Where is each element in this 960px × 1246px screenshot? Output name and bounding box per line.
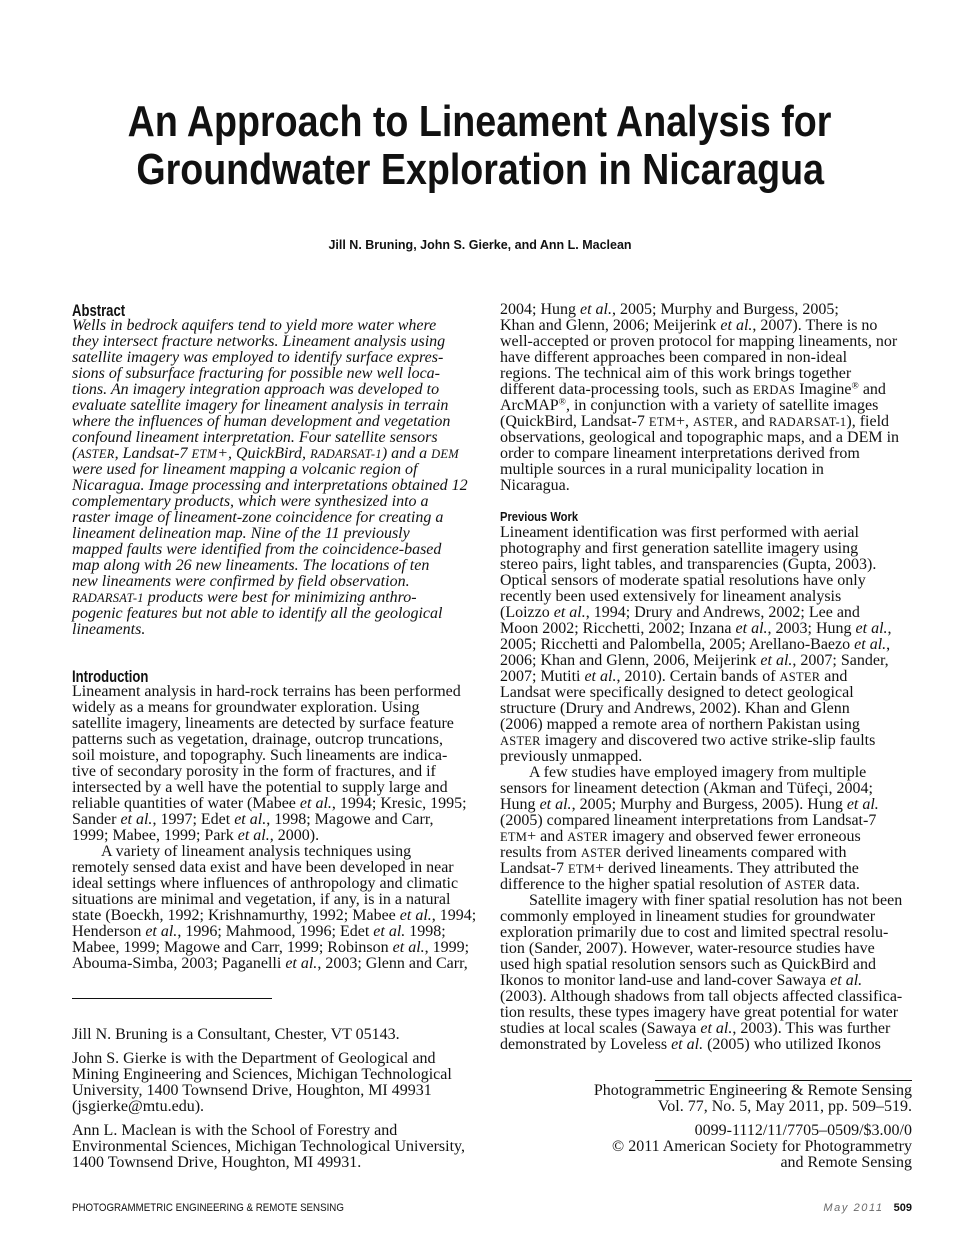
text-line: commonly employed in lineament studies for groundwater xyxy=(500,908,876,925)
text-segment: , 2007). There is no xyxy=(752,317,878,334)
text-line xyxy=(500,621,912,637)
text-line xyxy=(500,877,912,893)
text-line: Satellite imagery with finer spatial resolution has not been xyxy=(529,892,903,909)
text-line: (2003). Although shadows from tall objects affected classifica- xyxy=(500,988,903,1005)
text-segment: demonstrated by Loveless xyxy=(500,1036,672,1053)
text-segment: (Loizzo xyxy=(500,604,554,621)
text-segment: and xyxy=(820,668,848,685)
text-segment: 2007; Mutiti xyxy=(500,668,585,685)
text-segment: ) and a xyxy=(381,445,432,462)
text-line: lineaments. xyxy=(72,621,146,638)
italic-text: et al. xyxy=(553,604,586,621)
text-segment: , 1994; xyxy=(431,907,477,924)
text-line: A few studies have employed imagery from multiple xyxy=(529,764,867,781)
italic-text: et al. xyxy=(846,796,879,813)
small-caps-text: ETM xyxy=(648,415,676,429)
text-line: regions. The technical aim of this work brings together xyxy=(500,365,852,382)
paragraph xyxy=(500,525,912,765)
text-segment: , 2003; Hung xyxy=(767,620,856,637)
small-caps-text: ASTER xyxy=(784,878,826,892)
volume-issue-pages: Vol. 77, No. 5, May 2011, pp. 509–519. xyxy=(657,1098,912,1115)
previous-work-body xyxy=(500,525,912,1053)
paragraph xyxy=(500,893,912,1053)
italic-text: et al. xyxy=(373,923,406,940)
text-line xyxy=(500,861,912,877)
small-caps-text: ETM xyxy=(191,447,218,461)
small-caps-text: ASTER xyxy=(77,447,115,461)
text-line: Lineament analysis in hard-rock terrains has been performed xyxy=(72,683,461,700)
text-segment: (QuickBird, Landsat-7 xyxy=(500,413,649,430)
footer-issue-page xyxy=(600,1201,912,1215)
text-line: Nicaragua. Image processing and interpretations obtained 12 xyxy=(72,477,468,494)
text-line xyxy=(500,973,912,989)
text-segment: Abouma-Simba, 2003; Paganelli xyxy=(72,955,286,972)
text-line: confound lineament interpretation. Four satellite sensors xyxy=(72,429,438,446)
text-segment: different data-processing tools, such as xyxy=(500,381,753,398)
text-segment: , Landsat-7 xyxy=(114,445,192,462)
text-line: situations are minimal and vegetation, if any, is in a natural xyxy=(72,891,451,908)
text-segment: , xyxy=(886,636,891,653)
text-segment: Imagine xyxy=(795,381,852,398)
italic-text: et al. xyxy=(285,955,318,972)
text-line: pogenic features but not able to identify all the geological xyxy=(72,605,443,622)
text-segment: + and xyxy=(527,828,568,845)
text-line: sions of subsurface fracturing for possible new well loca- xyxy=(72,365,440,382)
text-line xyxy=(500,637,912,653)
text-line: Lineament identification was first performed with aerial xyxy=(500,524,859,541)
text-segment: derived lineaments compared with xyxy=(621,844,847,861)
small-caps-text: DEM xyxy=(431,447,459,461)
text-segment: 2006; Khan and Glenn, 2006, Meijerink xyxy=(500,652,761,669)
article-title-line: An Approach to Lineament Analysis for xyxy=(128,97,832,146)
small-caps-text: RADARSAT-1 xyxy=(768,415,847,429)
text-segment: , and xyxy=(733,413,769,430)
text-line: tive of secondary porosity in the form of fractures, and if xyxy=(72,763,436,780)
text-line: were used for lineament mapping a volcanic region of xyxy=(72,461,418,478)
text-line xyxy=(72,828,484,844)
text-line xyxy=(500,653,912,669)
citation-block xyxy=(500,1083,912,1115)
text-segment: studies at local scales (Sawaya xyxy=(500,1020,701,1037)
text-segment: products were best for minimizing anthro- xyxy=(143,589,417,606)
article-title-line: Groundwater Exploration in Nicaragua xyxy=(136,145,824,194)
text-segment: ( xyxy=(72,445,78,462)
text-line: where the influences of human development and vegetation xyxy=(72,413,451,430)
text-segment: , 1998; Magowe and Carr, xyxy=(266,811,434,828)
text-line: well-accepted or proven protocol for mapping lineaments, nor xyxy=(500,333,898,350)
text-line: (2005) compared lineament interpretations from Landsat-7 xyxy=(500,812,877,829)
italic-text: et al. xyxy=(735,620,768,637)
paragraph xyxy=(72,684,484,844)
text-segment: , 1996; Mahmood, 1996; Edet xyxy=(177,923,374,940)
text-segment: Hung xyxy=(500,796,540,813)
paragraph xyxy=(72,844,484,972)
abstract-body xyxy=(72,318,484,638)
copyright-line: © 2011 American Society for Photogrammetry xyxy=(612,1138,912,1155)
text-line: used high spatial resolution sensors such as QuickBird and xyxy=(500,956,876,973)
text-segment: , 2005; Murphy and Burgess, 2005; xyxy=(612,301,839,318)
text-line: ideal settings where influences of anthropology and climatic xyxy=(72,875,459,892)
abstract-heading: Abstract xyxy=(72,301,126,320)
footnote-divider xyxy=(72,998,272,999)
previous-work-heading: Previous Work xyxy=(500,509,579,524)
text-segment: , 1994; Drury and Andrews, 2002; Lee and xyxy=(585,604,860,621)
italic-text: et al. xyxy=(120,811,153,828)
author-affiliations xyxy=(72,1027,484,1171)
copyright-block xyxy=(500,1123,912,1171)
paragraph xyxy=(72,1027,484,1043)
page-number: 509 xyxy=(893,1202,912,1214)
text-segment: Sander xyxy=(72,811,121,828)
italic-text: et al. xyxy=(299,795,332,812)
text-line xyxy=(72,812,484,828)
text-line xyxy=(500,845,912,861)
text-segment: reliable quantities of water (Mabee xyxy=(72,795,300,812)
text-line: A variety of lineament analysis techniques using xyxy=(101,843,412,860)
text-line xyxy=(500,302,912,318)
text-segment: , in conjunction with a variety of satellite images xyxy=(565,397,879,414)
text-line xyxy=(72,908,484,924)
text-line: Jill N. Bruning is a Consultant, Chester, VT 05143. xyxy=(72,1026,400,1043)
text-line xyxy=(500,1037,912,1053)
text-line xyxy=(500,669,912,685)
text-line xyxy=(500,318,912,334)
footer-journal-name: PHOTOGRAMMETRIC ENGINEERING & REMOTE SENSING xyxy=(72,1202,344,1214)
text-segment: Mabee, 1999; Magowe and Carr, 1999; Robinson xyxy=(72,939,393,956)
text-segment: , 2003; Glenn and Carr, xyxy=(317,955,468,972)
introduction-continuation xyxy=(500,302,912,494)
text-segment: ArcMAP xyxy=(500,397,559,414)
text-segment: , 2005; Murphy and Burgess, 2005). Hung xyxy=(571,796,847,813)
text-segment: , 2007; Sander, xyxy=(792,652,889,669)
text-segment: +, QuickBird, xyxy=(217,445,311,462)
title-line-2-row xyxy=(0,146,960,194)
text-segment: + derived lineaments. They attributed the xyxy=(595,860,859,877)
small-caps-text: ASTER xyxy=(779,670,821,684)
small-caps-text: ASTER xyxy=(580,846,622,860)
italic-text: et al. xyxy=(237,827,270,844)
text-line: structure (Drury and Andrews, 2002). Khan and Glenn xyxy=(500,700,850,717)
text-segment: , 1999; xyxy=(424,939,470,956)
text-line: observations, geological and topographic maps, and a DEM in xyxy=(500,429,900,446)
text-line: stereo pairs, light tables, and transparencies (Gupta, 2003). xyxy=(500,556,877,573)
text-segment: imagery and observed fewer erroneous xyxy=(607,828,861,845)
text-segment: , 1994; Kresic, 1995; xyxy=(331,795,467,812)
italic-text: et al. xyxy=(539,796,572,813)
paragraph xyxy=(500,765,912,893)
italic-text: et al. xyxy=(671,1036,704,1053)
small-caps-text: RADARSAT-1 xyxy=(72,591,144,605)
text-line: map along with 26 new lineaments. The locations of ten xyxy=(72,557,430,574)
small-caps-text: ETM xyxy=(500,830,528,844)
article-code: 0099-1112/11/7705–0509/$3.00/0 xyxy=(694,1122,912,1139)
italic-text: et al. xyxy=(760,652,793,669)
text-segment: 1998; xyxy=(405,923,446,940)
text-line: previously unmapped. xyxy=(500,748,643,765)
text-line: photography and first generation satellite imagery using xyxy=(500,540,859,557)
text-segment: , 2003). This was further xyxy=(732,1020,891,1037)
text-segment: 1999; Mabee, 1999; Park xyxy=(72,827,238,844)
italic-text: et al. xyxy=(399,907,432,924)
italic-text: et al. xyxy=(234,811,267,828)
text-line: satellite imagery, lineaments are detected by surface feature xyxy=(72,715,454,732)
text-line xyxy=(500,398,912,414)
paragraph xyxy=(72,318,484,638)
text-line: exploration primarily due to cost and limited spectral resolu- xyxy=(500,924,889,941)
text-segment: Henderson xyxy=(72,923,146,940)
journal-info xyxy=(500,1083,912,1171)
small-caps-text: ASTER xyxy=(500,734,541,748)
italic-text: et al. xyxy=(700,1020,733,1037)
introduction-body xyxy=(72,684,484,972)
registered-mark: ® xyxy=(851,380,859,392)
text-line: raster image of lineament-zone coincidence for creating a xyxy=(72,509,444,526)
small-caps-text: ERDAS xyxy=(752,383,796,397)
text-line xyxy=(72,446,484,462)
text-line: 1400 Townsend Drive, Houghton, MI 49931. xyxy=(72,1154,362,1171)
text-line: Environmental Sciences, Michigan Technological University, xyxy=(72,1138,465,1155)
text-line: order to compare lineament interpretations derived from xyxy=(500,445,860,462)
text-line: soil moisture, and topography. Such lineaments are indica- xyxy=(72,747,448,764)
text-segment: 2004; Hung xyxy=(500,301,580,318)
text-line: complementary products, which were synthesized into a xyxy=(72,493,429,510)
text-line xyxy=(500,797,912,813)
text-segment: 2005; Ricchetti and Palombella, 2005; Arellano-Baezo xyxy=(500,636,855,653)
text-line: Ann L. Maclean is with the School of Forestry and xyxy=(72,1122,398,1139)
author-list: Jill N. Bruning, John S. Gierke, and Ann L. Maclean xyxy=(328,238,632,252)
text-line: Wells in bedrock aquifers tend to yield more water where xyxy=(72,317,437,334)
text-line xyxy=(72,956,484,972)
text-line: tions. An imagery integration approach was developed to xyxy=(72,381,440,398)
title-line-1-row xyxy=(0,98,960,146)
text-line xyxy=(500,605,912,621)
small-caps-text: ASTER xyxy=(567,830,608,844)
text-segment: +, xyxy=(675,413,693,430)
italic-text: et al. xyxy=(584,668,617,685)
text-line xyxy=(500,829,912,845)
italic-text: et al. xyxy=(145,923,178,940)
italic-text: et al. xyxy=(854,636,887,653)
text-line: satellite imagery was employed to identify surface expres- xyxy=(72,349,444,366)
text-line xyxy=(500,733,912,749)
text-line: have different approaches been compared in non-ideal xyxy=(500,349,848,366)
text-line: multiple sources in a rural municipality location in xyxy=(500,461,824,478)
text-line: widely as a means for groundwater exploration. Using xyxy=(72,699,420,716)
text-line: recently been used extensively for lineament analysis xyxy=(500,588,842,605)
text-line: John S. Gierke is with the Department of Geological and xyxy=(72,1050,436,1067)
text-line: new lineaments were confirmed by field observation. xyxy=(72,573,410,590)
text-segment: , 2000). xyxy=(269,827,320,844)
text-line: University, 1400 Townsend Drive, Houghton, MI 49931 xyxy=(72,1082,432,1099)
text-segment: Moon 2002; Ricchetti, 2002; Inzana xyxy=(500,620,736,637)
paragraph xyxy=(72,1051,484,1115)
italic-text: et al. xyxy=(830,972,863,989)
copyright-line: and Remote Sensing xyxy=(780,1154,912,1171)
text-segment: difference to the higher spatial resolution of xyxy=(500,876,785,893)
text-segment: (2005) who utilized Ikonos xyxy=(703,1036,881,1053)
italic-text: et al. xyxy=(392,939,425,956)
footer-issue-date: May 2011 xyxy=(823,1202,884,1214)
text-line: mapped faults were identified from the coincidence-based xyxy=(72,541,442,558)
text-line: Mining Engineering and Sciences, Michigan Technological xyxy=(72,1066,452,1083)
text-segment: data. xyxy=(825,876,860,893)
italic-text: et al. xyxy=(855,620,888,637)
text-line: intersected by a well have the potential to supply large and xyxy=(72,779,448,796)
text-line: lineament delineation map. Nine of the 11 previously xyxy=(72,525,410,542)
text-segment: , 2010). Certain bands of xyxy=(616,668,780,685)
text-line xyxy=(72,590,484,606)
text-segment: , 1997; Edet xyxy=(152,811,235,828)
text-line: tion (Sander, 2007). However, water-resource studies have xyxy=(500,940,875,957)
paragraph xyxy=(500,302,912,494)
text-line: remotely sensed data exist and have been developed in near xyxy=(72,859,454,876)
text-segment: , xyxy=(887,620,892,637)
text-segment: and xyxy=(858,381,886,398)
text-line xyxy=(500,1021,912,1037)
text-line: evaluate satellite imagery for lineament analysis in terrain xyxy=(72,397,449,414)
italic-text: et al. xyxy=(720,317,753,334)
text-segment: Landsat-7 xyxy=(500,860,568,877)
text-segment: ), field xyxy=(846,413,890,430)
text-line xyxy=(72,796,484,812)
text-segment: results from xyxy=(500,844,581,861)
text-segment: Ikonos to monitor land-use and land-cover Sawaya xyxy=(500,972,831,989)
text-line: Optical sensors of moderate spatial resolutions have only xyxy=(500,572,866,589)
text-line: Landsat were specifically designed to detect geological xyxy=(500,684,854,701)
text-line: they intersect fracture networks. Lineament analysis using xyxy=(72,333,446,350)
text-line: tion results, these types imagery have great potential for water xyxy=(500,1004,899,1021)
paragraph xyxy=(72,1123,484,1171)
small-caps-text: RADARSAT-1 xyxy=(310,447,382,461)
small-caps-text: ETM xyxy=(567,862,596,876)
text-line: (jsgierke@mtu.edu). xyxy=(72,1098,205,1115)
text-line xyxy=(72,940,484,956)
text-line xyxy=(500,414,912,430)
journal-info-divider xyxy=(655,1080,912,1081)
small-caps-text: ASTER xyxy=(692,415,734,429)
text-line: Nicaragua. xyxy=(500,477,570,494)
text-segment: Khan and Glenn, 2006; Meijerink xyxy=(500,317,721,334)
journal-name: Photogrammetric Engineering & Remote Sensing xyxy=(593,1082,912,1099)
registered-mark: ® xyxy=(558,396,566,408)
text-segment: imagery and discovered two active strike-slip faults xyxy=(540,732,876,749)
text-line xyxy=(72,924,484,940)
text-line: patterns such as vegetation, drainage, outcrop truncations, xyxy=(72,731,443,748)
text-line: sensors for lineament detection (Akman and Tüfeçi, 2004; xyxy=(500,780,873,797)
text-line: (2006) mapped a remote area of northern Pakistan using xyxy=(500,716,860,733)
introduction-heading: Introduction xyxy=(72,667,149,686)
italic-text: et al. xyxy=(580,301,612,318)
text-segment: state (Boeckh, 1992; Krishnamurthy, 1992; Mabee xyxy=(72,907,400,924)
